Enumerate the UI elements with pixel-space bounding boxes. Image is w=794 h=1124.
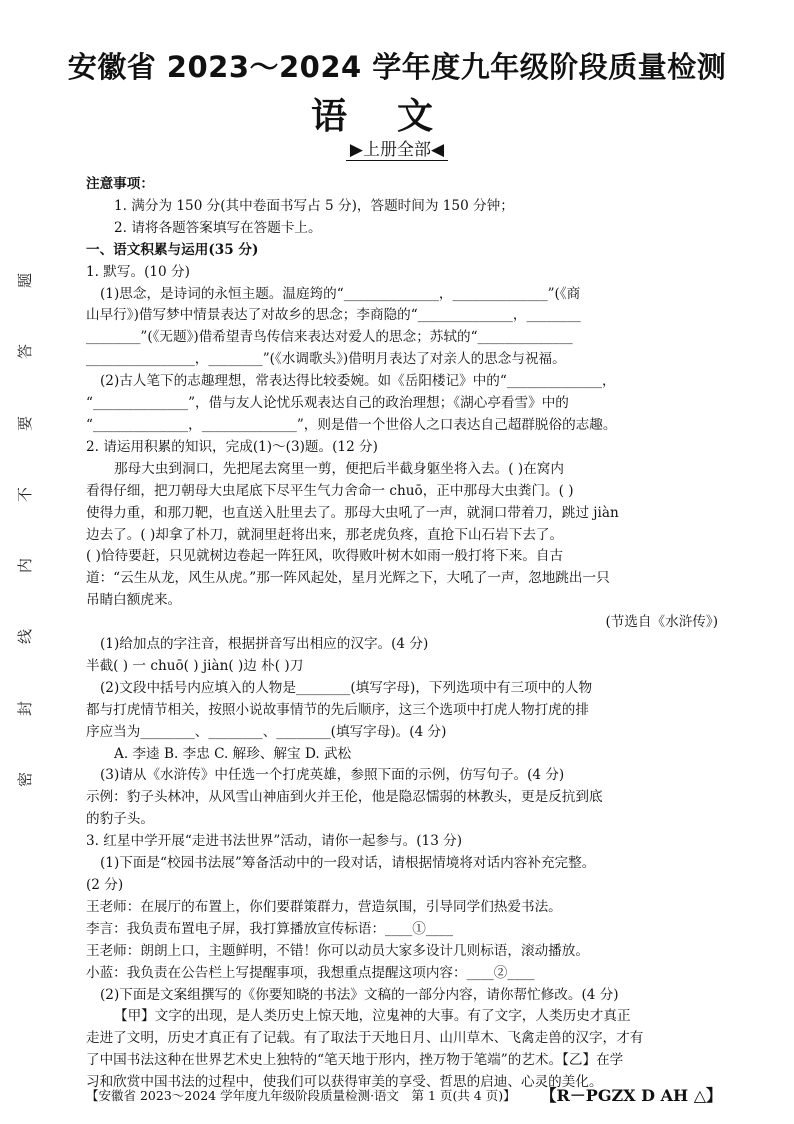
- margin-char: 封: [16, 700, 35, 716]
- text-line: 习和欣赏中国书法的过程中，使我们可以获得审美的享受、哲思的启迪、心灵的美化。: [86, 1074, 603, 1091]
- text-line: (2 分): [86, 877, 124, 893]
- text-line: 走进了文明，历史才真正有了记载。有了取法于天地日月、山川草木、飞禽走兽的汉字，才有: [86, 1030, 644, 1047]
- text-line: ________”(《无题》)借希望青鸟传信来表达对爱人的思念；苏轼的“______________: [86, 329, 573, 346]
- text-line: 山早行》)借写梦中情景表达了对故乡的思念；李商隐的“______________，________: [86, 307, 581, 324]
- subject-title: 语文: [310, 96, 483, 137]
- text-line: “______________”，借与友人论忧乐观表达自己的政治理想；《湖心亭看雪》中的: [86, 395, 569, 412]
- text-line: 示例：豹子头林冲，从风雪山神庙到火并王伦，他是隐忍懦弱的林教头，更是反抗到底: [86, 789, 603, 806]
- text-line: 【甲】文字的出现，是人类历史上惊天地，泣鬼神的大事。有了文字，人类历史才真正: [114, 1008, 631, 1025]
- text-line: 王老师：朗朗上口，主题鲜明，不错！你可以动员大家多设计几则标语，滚动播放。: [86, 942, 589, 959]
- text-line: (2)文段中括号内应填入的人物是________(填写字母)，下列选项中有三项中的人物: [100, 679, 593, 696]
- text-line: 都与打虎情节相关，按照小说故事情节的先后顺序，这三个选项中打虎人物打虎的排: [86, 701, 589, 718]
- text-line: 使得力重，和那刀靶，也直送入肚里去了。那母大虫吼了一声，就洞口带着刀，跳过 jiàn: [86, 504, 619, 521]
- text-line: (节选自《水浒传》): [605, 614, 718, 631]
- exam-title: 安徽省 2023～2024 学年度九年级阶段质量检测: [67, 50, 727, 84]
- margin-char: 内: [16, 558, 35, 574]
- text-line: 1. 默写。(10 分): [86, 263, 190, 280]
- text-line: “______________，______________”，则是借一个世俗人之口表达自己超群脱俗的志趣。: [86, 416, 617, 433]
- text-line: 序应当为________、________、________(填写字母)。(4 分): [86, 723, 447, 740]
- text-line: 王老师：在展厅的布置上，你们要群策群力，营造氛围，引导同学们热爱书法。: [86, 898, 562, 915]
- footer-code: 【R－PGZX D AH △】: [540, 1086, 722, 1105]
- volume-label: ▶上册全部◀: [0, 135, 794, 161]
- text-line: 吊睛白额虎来。: [86, 592, 182, 609]
- text-line: (3)请从《水浒传》中任选一个打虎英雄，参照下面的示例，仿写句子。(4 分): [100, 767, 565, 784]
- text-line: 那母大虫到洞口，先把尾去窝里一剪，便把后半截身躯坐将入去。( )在窝内: [114, 460, 564, 477]
- text-line: (1)下面是“校园书法展”筹备活动中的一段对话，请根据情境将对话内容补充完整。: [100, 855, 596, 872]
- text-line: (1)思念，是诗词的永恒主题。温庭筠的“______________，______________”(《商: [100, 285, 581, 302]
- margin-char: 密: [16, 771, 35, 787]
- text-line: 一、语文积累与运用(35 分): [86, 241, 259, 258]
- margin-char: 题: [16, 272, 35, 289]
- text-line: 1. 满分为 150 分(其中卷面书写占 5 分)，答题时间为 150 分钟；: [114, 197, 514, 214]
- text-line: ________________，________”(《水调歌头》)借明月表达了对亲人的思念与祝福。: [86, 351, 566, 368]
- margin-char: 要: [16, 415, 35, 431]
- text-line: 注意事项：: [86, 176, 154, 192]
- binding-margin: [14, 270, 36, 790]
- text-line: 李言：我负责布置电子屏，我打算播放宣传标语：____①____: [86, 920, 454, 937]
- text-line: 的豹子头。: [86, 811, 154, 828]
- text-line: 看得仔细，把刀朝母大虫尾底下尽平生气力舍命一 chuō，正中那母大虫粪门。( ): [86, 482, 574, 499]
- text-line: 小蓝：我负责在公告栏上写提醒事项，我想重点提醒这项内容：____②____: [86, 964, 535, 981]
- exam-body: [86, 174, 722, 1094]
- margin-char: 不: [16, 486, 35, 502]
- margin-char: 答: [16, 344, 35, 360]
- text-line: (2)下面是文案组撰写的《你要知晓的书法》文稿的一部分内容，请你帮忙修改。(4 分): [100, 986, 619, 1003]
- text-line: (2)古人笔下的志趣理想，常表达得比较委婉。如《岳阳楼记》中的“______________，: [100, 373, 616, 390]
- page-footer: [86, 1083, 722, 1106]
- text-line: 了中国书法这种在世界艺术史上独特的“笔天地于形内，挫万物于笔端”的艺术。【乙】在学: [86, 1052, 624, 1069]
- text-line: 3. 红星中学开展“走进书法世界”活动，请你一起参与。(13 分): [86, 833, 463, 850]
- text-line: 半截( ) 一 chuō( ) jiàn( )边 朴( )刀: [86, 657, 304, 674]
- text-line: ( )恰待要赶，只见就树边卷起一阵狂风，吹得败叶树木如雨一般打将下来。自古: [86, 548, 564, 565]
- footer-page-info: 【安徽省 2023～2024 学年度九年级阶段质量检测·语文 第 1 页(共 4 页)】: [86, 1087, 516, 1103]
- text-line: (1)给加点的字注音，根据拼音写出相应的汉字。(4 分): [100, 636, 429, 653]
- text-line: 2. 请将各题答案填写在答题卡上。: [114, 219, 322, 236]
- text-line: 道：“云生从龙，风生从虎。”那一阵风起处，星月光辉之下，大吼了一声，忽地跳出一只: [86, 570, 610, 587]
- text-line: A. 李逵 B. 李忠 C. 解珍、解宝 D. 武松: [114, 745, 352, 762]
- text-line: 边去了。( )却拿了朴刀，就洞里赶将出来，那老虎负疼，直抢下山石岩下去了。: [86, 526, 564, 543]
- margin-char: 线: [16, 629, 35, 645]
- text-line: 2. 请运用积累的知识，完成(1)～(3)题。(12 分): [86, 438, 378, 455]
